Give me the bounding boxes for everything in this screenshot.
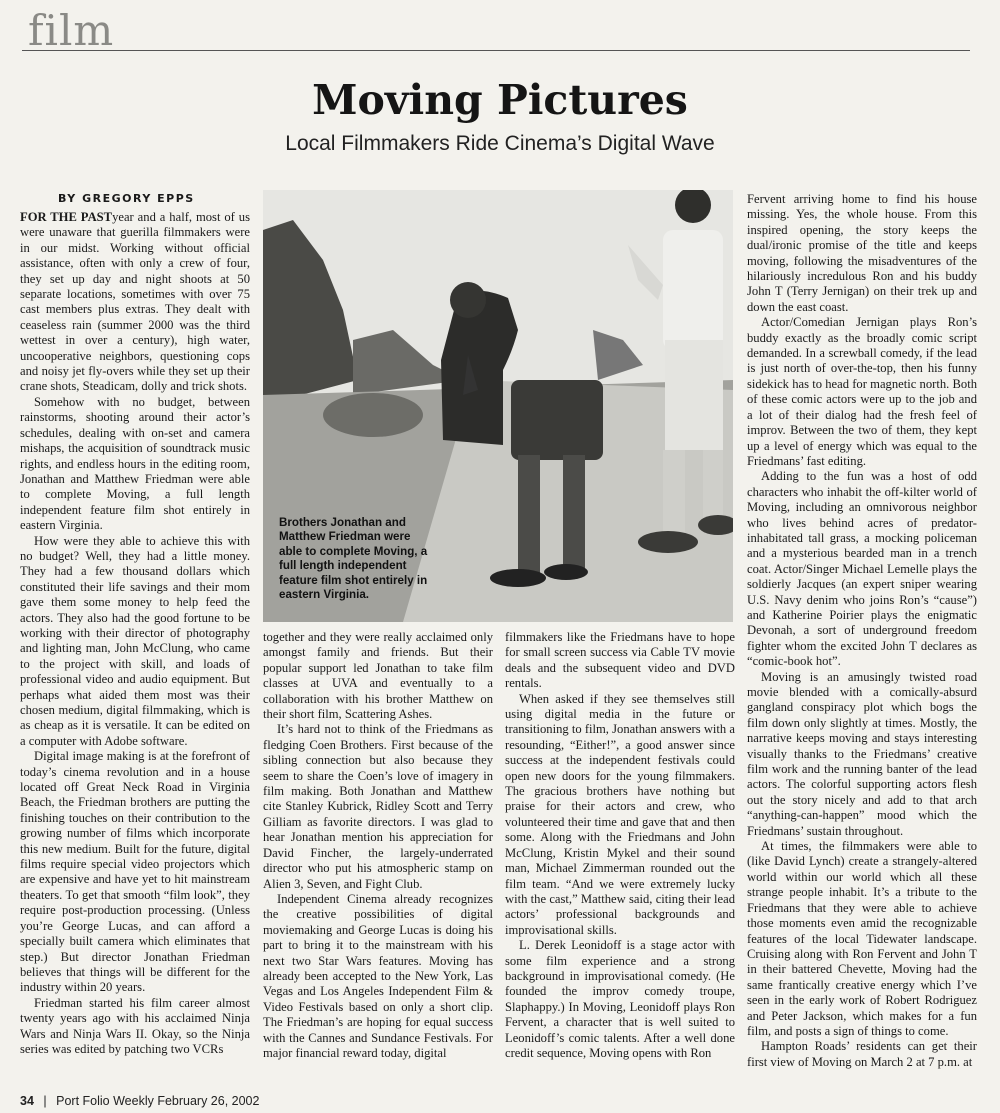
subhead: Local Filmmakers Ride Cinema’s Digital Wave <box>285 132 715 155</box>
article-text: year and a half, most of us were unaware that guerilla filmmakers were in our midst. Working without official assistance, often with only a crew of four, they set up day and night shoots at 50 separate locations, sometimes with over 75 cast members plus extras. They dealt with ceaseless rain (summer 2000 was the third wettest in over a century), high water, uncooperative neighbors, questioning cops and noisy jet fly-overs while they set up their crane shots, Steadicam, dolly and trick shots. <box>20 210 250 394</box>
article-text: How were they able to achieve this with no budget? Well, they had a little money. They had a few thousand dollars which constituted their life savings and their mom gave them some money to help feed the actors. They also had the good fortune to be working with their director of photography and lighting man, John McClung, who came to the project with skill, and loads of professional video and audio equipment. But perhaps what aided them most was their chosen medium, digital filmmaking, which is as cheap as it is versatile. It can be edited on a computer with Adobe software. <box>20 533 250 748</box>
article-paragraph-continued <box>747 192 977 315</box>
article-paragraph <box>747 469 977 669</box>
article-text: Hampton Roads’ residents can get their first view of Moving on March 2 at 7 p.m. at <box>747 1039 977 1069</box>
article-paragraph <box>747 315 977 469</box>
article-column-2 <box>263 630 493 1070</box>
article-paragraph-continued <box>263 630 493 722</box>
article-text: When asked if they see themselves still using digital media in the future or transitioning to film, Jonathan answers with a resounding, “Either!”, a good answer since success at the independent festivals could open new doors for the young filmmakers. The gracious brothers have nothing but praise for their actors and crew, who volunteered their time and gave that and then some. Along with the Friedmans and John McClung, Kristin Mykel and their sound man, Michael Zimmerman rounded out the film team. “And we were extremely lucky with the cast,” Matthew said, citing their lead actors’ professional backgrounds and improvisational skills. <box>505 691 735 937</box>
article-text: Digital image making is at the forefront of today’s cinema revolution and in a house located off Great Neck Road in Virginia Beach, the Friedman brothers are putting the finishing touches on their contribution to the growing number of films which incorporate this new medium. Built for the future, digital films require special video projectors which are expensive and have yet to hit mainstream theaters. To get that smooth “film look”, they require post-production processing. (Unless you’re George Lucas, and can afford a specially built camera which eliminates that step.) But director Jonathan Friedman believes that things will be different for the industry within 20 years. <box>20 749 250 995</box>
page-footer <box>20 1094 259 1108</box>
article-paragraph <box>747 670 977 839</box>
article-text: together and they were really acclaimed only amongst family and friends. But their popular support led Jonathan to take film classes at UVA and eventually to a collaboration with his brother Matthew on their short film, Scattering Ashes. <box>263 630 493 722</box>
article-paragraph <box>20 749 250 996</box>
article-paragraph <box>20 996 250 1058</box>
footer-separator: | <box>43 1094 47 1108</box>
article-text: Friedman started his film career almost twenty years ago with his acclaimed Ninja Wars and Ninja Wars II. Okay, so the Ninja series was edited by patching two VCRs <box>20 995 250 1056</box>
article-paragraph <box>747 839 977 1039</box>
article-text: Independent Cinema already recognizes the creative possibilities of digital moviemaking and George Lucas is doing his part to bring it to the mainstream with his next two Star Wars features. Moving has already been accepted to the New York, Las Vegas and Los Angeles Independent Film & Video Festivals based on only a short clip. The Friedman’s are hoping for equal success with the Cannes and Sundance Festivals. For major financial reward today, digital <box>263 891 493 1060</box>
article-column-1 <box>20 210 250 1070</box>
article-paragraph <box>747 1039 977 1070</box>
article-text: Moving is an amusingly twisted road movie blended with a comically-absurd gangland conspiracy plot which bogs the film down only slightly at times. Mostly, the narrative keeps moving and stays interesting visually thanks to the Friedmans’ creative film work and the running banter of the lead actors. The colorful supporting actors flesh out the story nicely and add to that arch “anything-can-happen” mood which the Friedmans’ sustain throughout. <box>747 669 977 838</box>
header-rule <box>22 50 970 51</box>
article-text: Actor/Comedian Jernigan plays Ron’s buddy exactly as the broadly comic script demanded. In a screwball comedy, if the lead is just north of over-the-top, then his funny sidekick has to head for magnetic north. Both of these comic actors were up to the job and a lot of their dialog had the fresh feel of improv. Between the two of them, they kept up a level of energy which was equal to the Friedmans’ fast editing. <box>747 315 977 468</box>
article-text: filmmakers like the Friedmans have to hope for small screen success via Cable TV movie deals and the subsequent video and DVD rentals. <box>505 630 735 691</box>
article-paragraph <box>20 534 250 750</box>
article-paragraph-continued <box>505 630 735 692</box>
article-text: It’s hard not to think of the Friedmans as fledging Coen Brothers. First because of the sibling connection but also because they seem to share the Coen’s love of imagery in film making. Both Jonathan and Matthew cite Stanley Kubrick, Ridley Scott and Terry Gilliam as favorite directors. I was glad to hear Jonathan mention his appreciation for David Fincher, the largely-underrated director who put his atmospheric stamp on Alien 3, Seven, and Fight Club. <box>263 722 493 891</box>
article-paragraph <box>505 692 735 939</box>
article-photo <box>263 190 733 622</box>
article-text: Fervent arriving home to find his house missing. Yes, the whole house. From this inspired opening, the story keeps the dual/ironic promise of the title and keeps moving, following the misadventures of the hilariously incredulous Ron and his buddy John T (Terry Jernigan) on their trek up and down the east coast. <box>747 192 977 314</box>
page-number: 34 <box>20 1094 34 1108</box>
article-paragraph <box>20 210 250 395</box>
article-paragraph <box>20 395 250 534</box>
photo-caption: Brothers Jonathan and Matthew Friedman were able to complete Moving, a full length independent feature film shot entirely in eastern Virginia. <box>279 516 428 602</box>
article-column-3 <box>505 630 735 1070</box>
article-paragraph <box>505 938 735 1061</box>
article-text: Somehow with no budget, between rainstorms, shooting around their actor’s schedules, dealing with on-set and camera mishaps, the acquisition of soundtrack music rights, and endless hours in the editing room, Jonathan and Matthew Friedman were able to complete Moving, a full length independent feature film shot entirely in eastern Virginia. <box>20 394 250 533</box>
headline: Moving Pictures <box>312 76 688 124</box>
article-paragraph <box>263 892 493 1061</box>
article-column-4 <box>747 192 977 1070</box>
section-label: film <box>28 6 115 55</box>
article-lead-in: FOR THE PAST <box>20 210 113 224</box>
article-text: At times, the filmmakers were able to (like David Lynch) create a strangely-altered world within our world which all these strange people inhabit. It’s a tribute to the Friedmans that they were able to achieve those moments even amid the recognizable features of the local Tidewater landscape. Cruising along with Ron Fervent and John T in their battered Chevette, Moving had the same frantically creative energy which I’ve seen in the early work of Robert Rodriguez and Peter Jackson, which makes for a fun film, and posts a sign of things to come. <box>747 839 977 1038</box>
article-text: L. Derek Leonidoff is a stage actor with some film experience and a strong background in improvisational comedy. (He founded the improv comedy troupe, Slaphappy.) In Moving, Leonidoff plays Ron Fervent, a character that is well suited to Leonidoff’s comic talents. After a well done credit sequence, Moving opens with Ron <box>505 938 735 1060</box>
byline: BY GREGORY EPPS <box>58 192 195 205</box>
publication-date: Port Folio Weekly February 26, 2002 <box>56 1094 260 1108</box>
article-text: Adding to the fun was a host of odd characters who inhabit the off-kilter world of Moving, including an omnivorous neighbor who lives behind acres of predator-inhabitated tall grass, a mocking policeman and a mysterious bearded man in a trench coat. Actor/Singer Michael Lemelle plays the soldierly Jacques (an expert sniper wearing U.S. Navy denim who joins Ron’s “cause”) and Katherine Poirier plays the enigmatic Devonah, a sort of underground freedom fighter whom the excited John T declares as “comic-book hot”. <box>747 469 977 669</box>
article-paragraph <box>263 722 493 891</box>
